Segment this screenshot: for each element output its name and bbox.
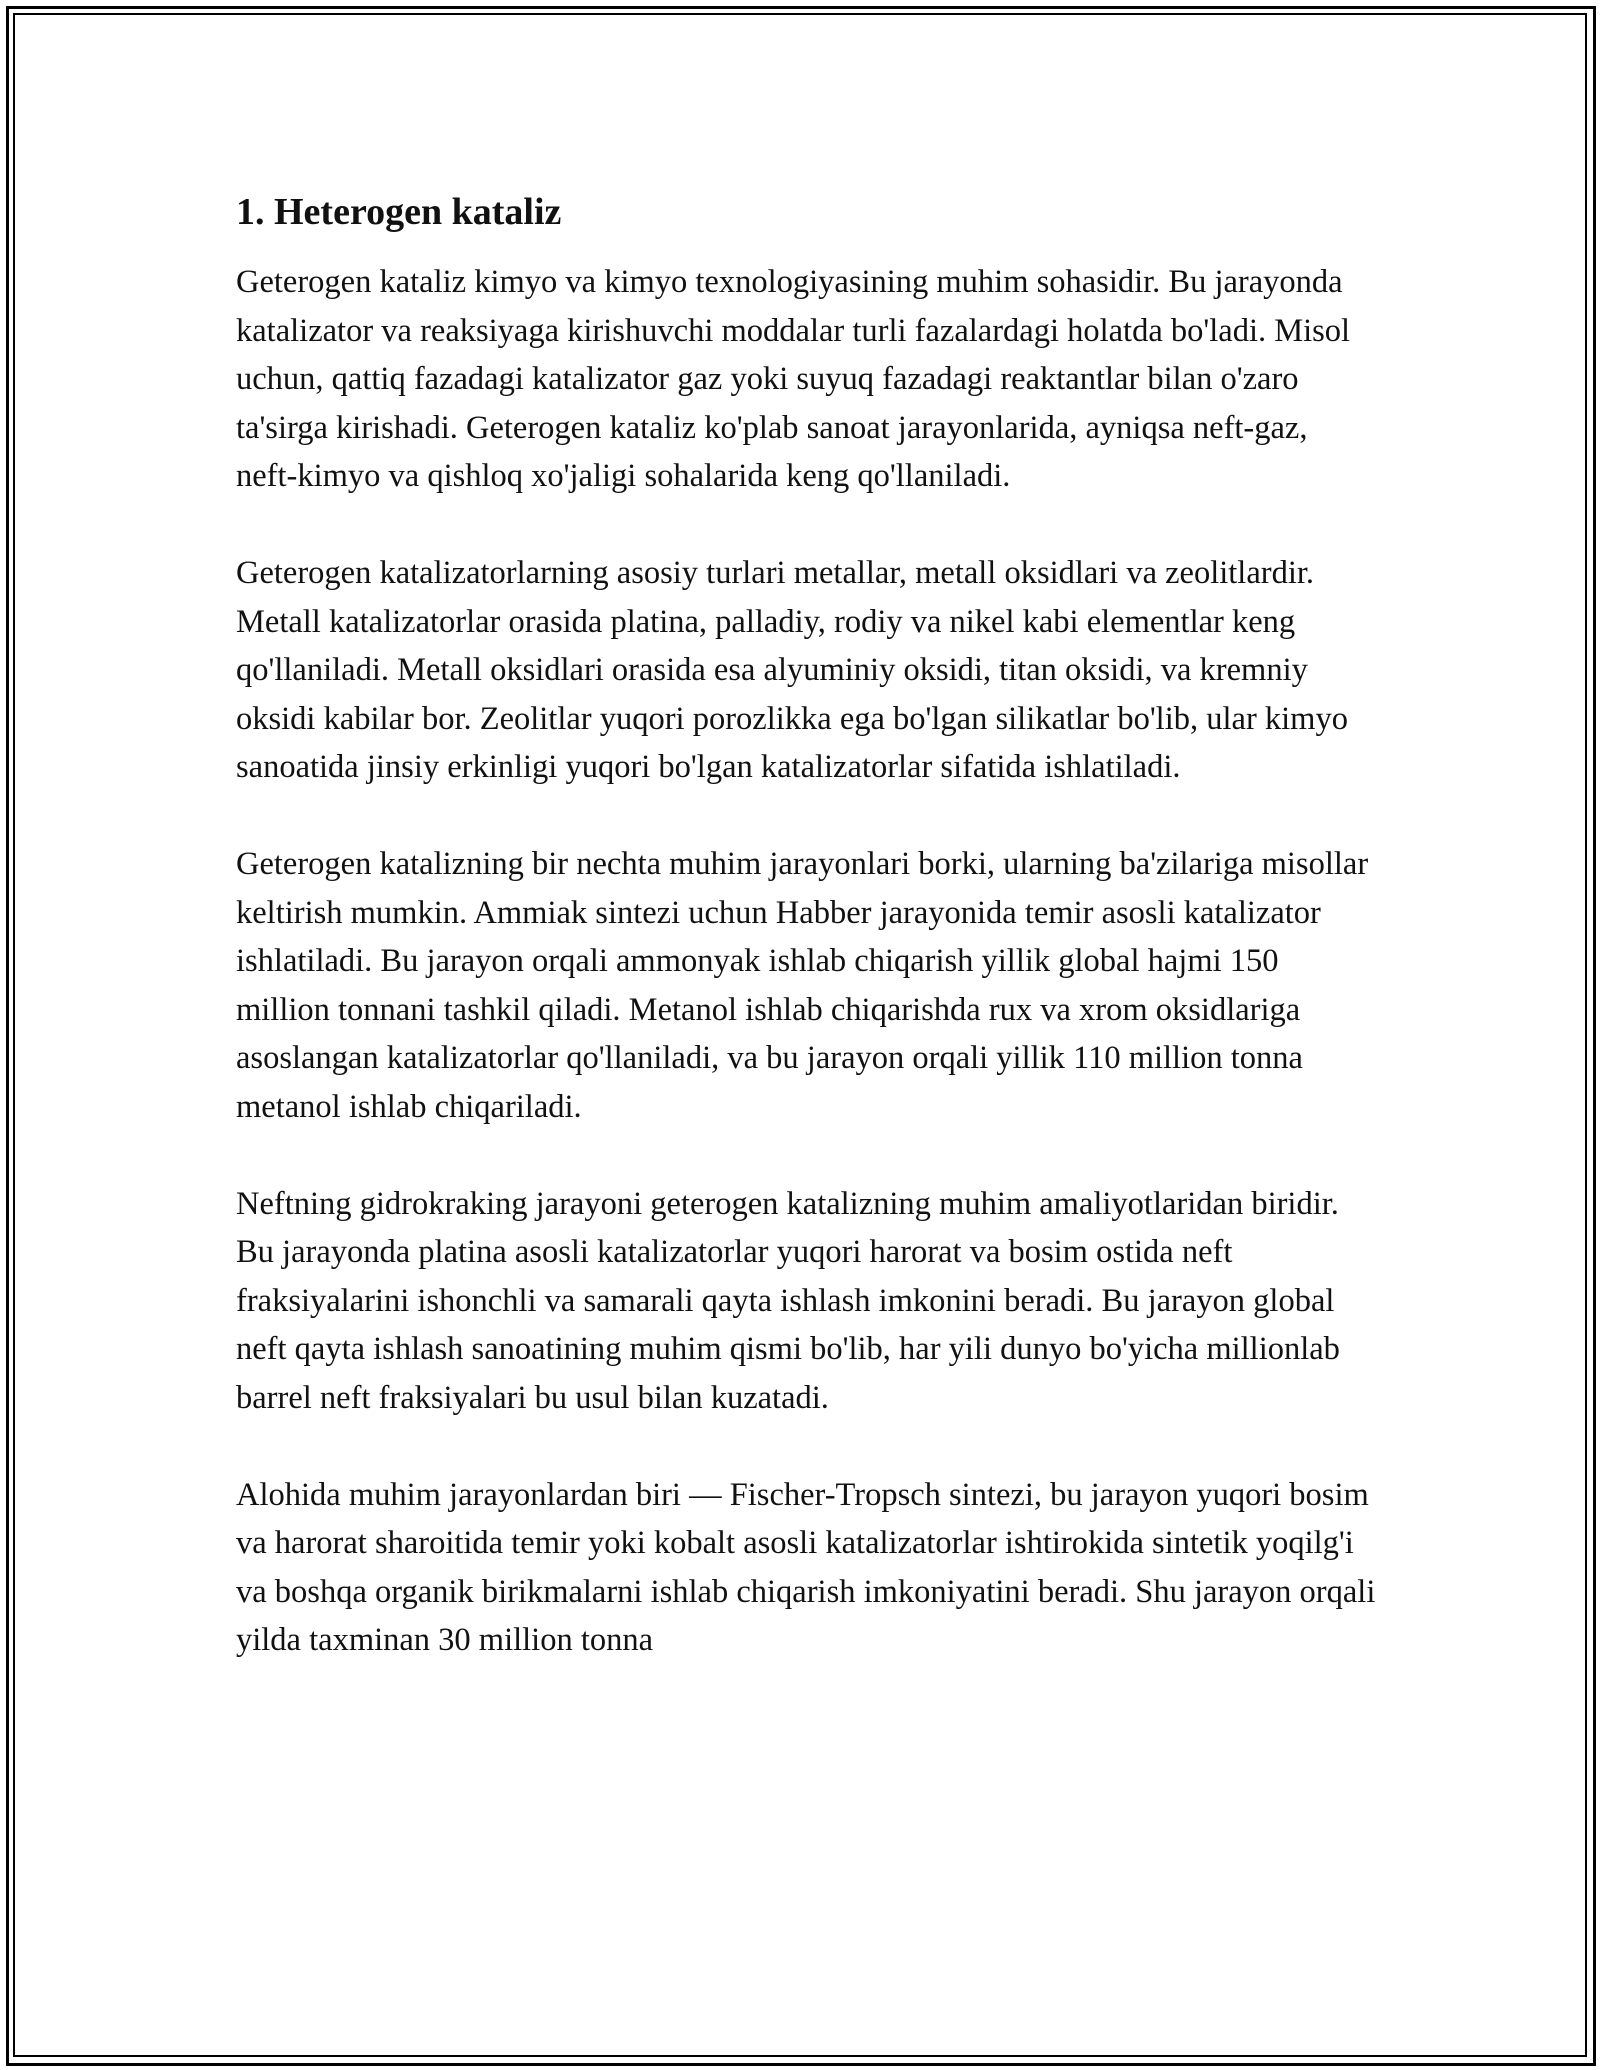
- paragraph-1: Geterogen kataliz kimyo va kimyo texnologiyasining muhim sohasidir. Bu jarayonda katalizator va reaksiyaga kirishuvchi moddalar turli fazalardagi holatda bo'ladi. Misol uchun, qattiq fazadagi katalizator gaz yoki suyuq fazadagi reaktantlar bilan o'zaro ta'sirga kirishadi. Geterogen kataliz ko'plab sanoat jarayonlarida, ayniqsa neft-gaz, neft-kimyo va qishloq xo'jaligi sohalarida keng qo'llaniladi.: [236, 264, 1351, 494]
- paragraph-3: Geterogen katalizning bir nechta muhim jarayonlari borki, ularning ba'zilariga misollar keltirish mumkin. Ammiak sintezi uchun Habber jarayonida temir asosli katalizator ishlatiladi. Bu jarayon orqali ammonyak ishlab chiqarish yillik global hajmi 150 million tonnani tashkil qiladi. Metanol ishlab chiqarishda rux va xrom oksidlariga asoslangan katalizatorlar qo'llaniladi, va bu jarayon orqali yillik 110 million tonna metanol ishlab chiqariladi.: [236, 846, 1369, 1125]
- document-body: [236, 186, 1376, 1713]
- section-title: 1. Heterogen kataliz: [236, 191, 562, 233]
- paragraph-2: Geterogen katalizatorlarning asosiy turlari metallar, metall oksidlari va zeolitlardir. Metall katalizatorlar orasida platina, palladiy, rodiy va nikel kabi elementlar keng qo'llaniladi. Metall oksidlari orasida esa alyuminiy oksidi, titan oksidi, va kremniy oksidi kabilar bor. Zeolitlar yuqori porozlikka ega bo'lgan silikatlar bo'lib, ular kimyo sanoatida jinsiy erkinligi yuqori bo'lgan katalizatorlar sifatida ishlatiladi.: [236, 555, 1348, 785]
- paragraph-5: Alohida muhim jarayonlardan biri — Fischer-Tropsch sintezi, bu jarayon yuqori bosim va harorat sharoitida temir yoki kobalt asosli katalizatorlar ishtirokida sintetik yoqilg'i va boshqa organik birikmalarni ishlab chiqarish imkoniyatini beradi. Shu jarayon orqali yilda taxminan 30 million tonna: [236, 1476, 1376, 1658]
- paragraph-4: Neftning gidrokraking jarayoni geterogen katalizning muhim amaliyotlaridan biridir. Bu jarayonda platina asosli katalizatorlar yuqori harorat va bosim ostida neft fraksiyalarini ishonchli va samarali qayta ishlash imkonini beradi. Bu jarayon global neft qayta ishlash sanoatining muhim qismi bo'lib, har yili dunyo bo'yicha millionlab barrel neft fraksiyalari bu usul bilan kuzatadi.: [236, 1185, 1340, 1416]
